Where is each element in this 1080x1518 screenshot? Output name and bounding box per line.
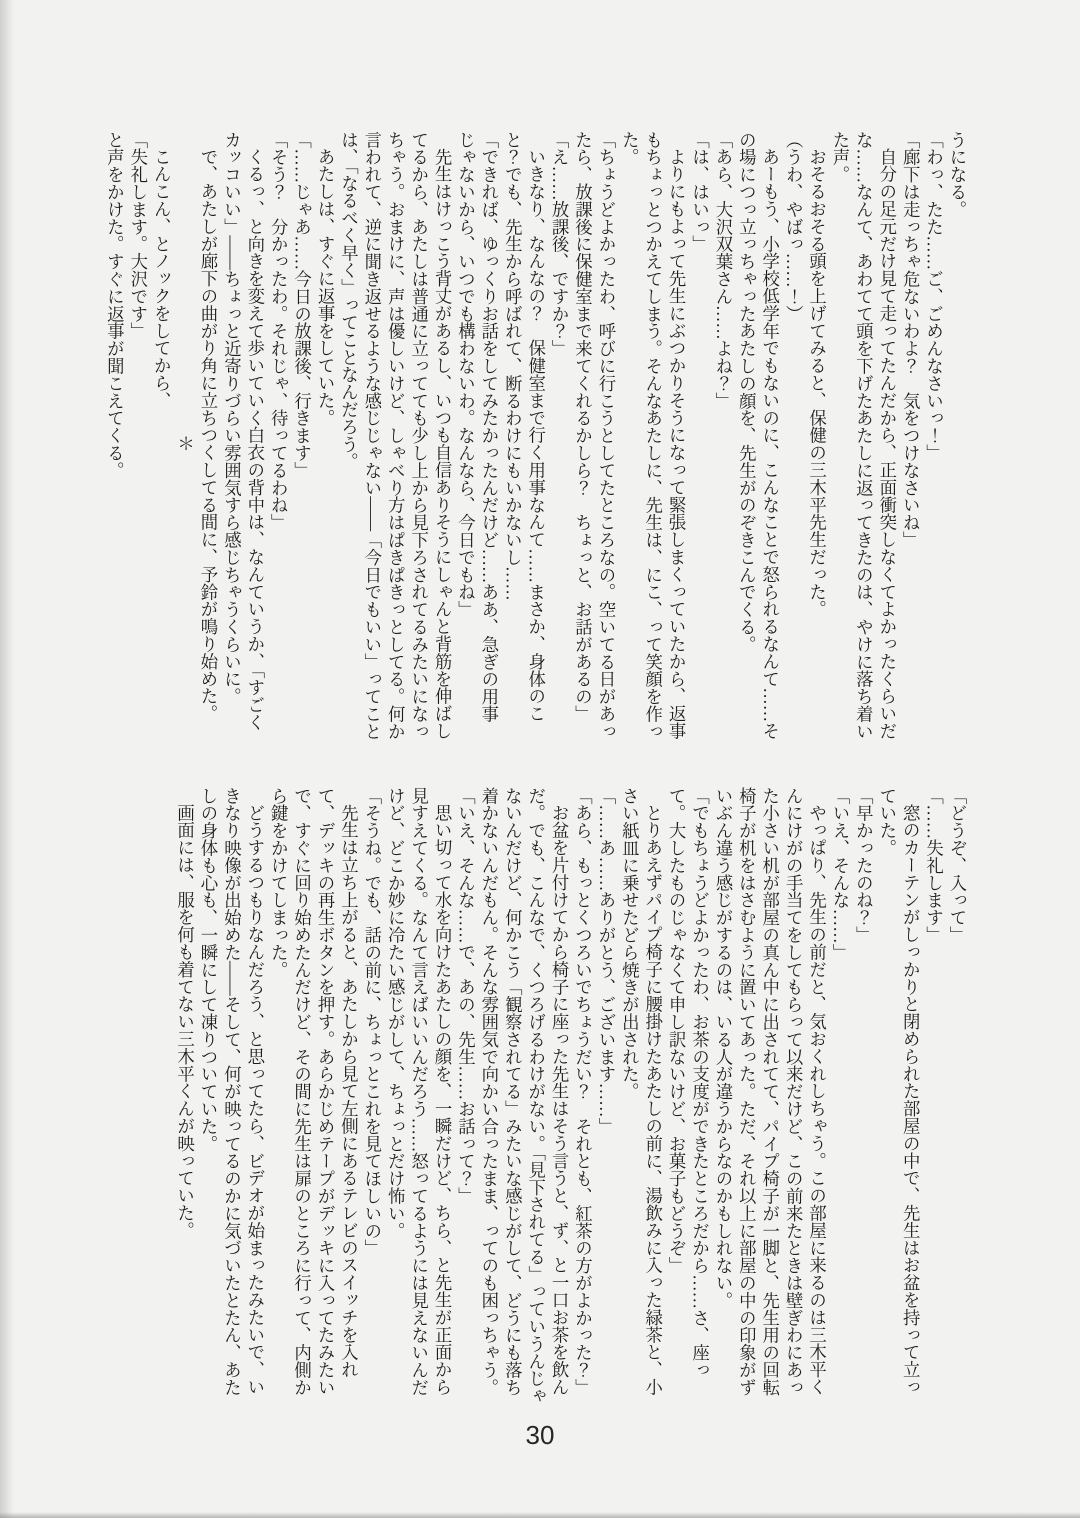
- paragraph: 先生はけっこう背丈があるし、いつも自信ありそうにしゃんと背筋を伸ばしてるから、あたしは普通に立ってても少し上から見下ろされてるみたいになっちゃう。おまけに、声は優しいけど、しゃべり方はぱきぱきっとしてる。何か言われて、逆に聞き返せるような感じじゃない——「今日でもいい」ってことは、「なるべく早く」ってことなんだろう。: [338, 131, 453, 740]
- paragraph: 「早かったのね？」: [853, 787, 874, 944]
- paragraph: うになる。: [947, 131, 967, 218]
- paragraph: 「……失礼します」: [923, 787, 944, 944]
- paragraph: 「わっ、たた……ご、ごめんなさいっ！」: [923, 131, 944, 462]
- paragraph: よりにもよって先生にぶつかりそうになって緊張しまくっていたから、返事もちょっとつかえてしまう。そんなあたしに、先生は、にこ、って笑顔を作った。: [619, 131, 687, 740]
- paragraph: 「失礼します。大沢です」: [127, 131, 148, 340]
- paragraph: どうするつもりなんだろう、と思ってたら、ビデオが始まったみたいで、いきなり映像が出始めた——そして、何が映ってるのかに気づいたとたん、あたしの身体も心も、一瞬にして凍りついていた。: [198, 787, 265, 1396]
- text-block-top: [102, 131, 968, 757]
- paragraph: とりあえずパイプ椅子に腰掛けたあたしの前に、湯飲みに入った緑茶と、小さい紙皿に乗せたどら焼きが出された。: [619, 787, 663, 1396]
- paragraph: 「そう？ 分かったわ。それじゃ、待ってるわね」: [268, 131, 289, 532]
- page-number: 30: [525, 1420, 555, 1450]
- paragraph: （うわ、やばっ……！）: [783, 131, 804, 323]
- paragraph: 「いえ、そんな……」: [829, 787, 850, 961]
- paragraph: 「いえ、そんな……で、あの、先生……お話って？」: [455, 787, 476, 1205]
- paragraph: いきなり、なんなの？ 保健室まで行く用事なんて……まさか、身体のこと？でも、先生から呼ばれて、断るわけにもいかないし……: [502, 131, 546, 723]
- paragraph: やっぱり、先生の前だと、気おくれしちゃう。この部屋に来るのは三木平くんにけがの手当てをしてもらって以来だけど、この前来たときは壁ぎわにあった小さい机が部屋の真ん中に出されてて、パイプ椅子が一脚と、先生用の回転椅子が机をはさむように置いてあった。ただ、それ以上に部屋の中の印象がずいぶん違う感じがするのは、いる人が違うからなのかもしれない。: [712, 787, 827, 1396]
- paragraph: 「え……放課後、ですか？」: [549, 131, 570, 358]
- paragraph: くるっ、と向きを変えて歩いていく白衣の背中は、なんていうか、「すごくカッコいい」——ちょっと近寄りづらい雰囲気すら感じちゃうくらいに。: [221, 131, 265, 732]
- paragraph: 「あら、もっとくつろいでちょうだい？ それとも、紅茶の方がよかった？」: [572, 787, 593, 1396]
- paragraph: 思い切って水を向けたあたしの顔を、一瞬だけど、ちら、と先生が正面から見すえてくる。なんて言えばいいんだろう……怒ってるようには見えないんだけど、どこか妙に冷たい感じがして、ちょっとだけ怖い。: [385, 787, 453, 1396]
- paragraph: 「廊下は走っちゃ危ないわよ？ 気をつけなさいね」: [900, 131, 921, 549]
- paragraph: こんこん、とノックをしてから、: [151, 148, 172, 410]
- paragraph: お盆を片付けてから椅子に座った先生はそう言うと、ず、と一口お茶を飲んだ。でも、こんなで、くつろげるわけがない。「見下されてる」っていうんじゃないんだけど、何かこう「観察されてる」みたいな感じがして、どうにも落ち着かないんだもん。そんな雰囲気で向かい合ったまま、ってのも困っちゃう。: [478, 787, 570, 1405]
- paragraph: 「ちょうどよかったわ、呼びに行こうとしてたところなの。空いてる日があったら、放課後に保健室まで来てくれるかしら？ ちょっと、お話があるの」: [572, 131, 616, 740]
- paragraph: 窓のカーテンがしっかりと閉められた部屋の中で、先生はお盆を持って立っていた。: [876, 787, 921, 1396]
- paragraph: 「あら、大沢双葉さん……よね？」: [712, 131, 733, 410]
- text-block-bottom: [172, 787, 968, 1413]
- paragraph: 「……あ……ありがとう、ございます……」: [595, 787, 616, 1135]
- paragraph: 「でもちょうどよかったわ、お茶の支度ができたところだから……さ、座って。大したものじゃなくて申し訳ないけど、お菓子もどうぞ」: [666, 787, 710, 1379]
- paragraph: 画面には、服を何も着てない三木平くんが映っていた。: [174, 804, 195, 1240]
- paragraph: 「は、はいっ」: [689, 131, 710, 253]
- paragraph: で、あたしが廊下の曲がり角に立ちつくしてる間に、予鈴が鳴り始めた。: [198, 148, 218, 723]
- paragraph: と声をかけた。すぐに返事が聞こえてくる。: [104, 131, 125, 479]
- paragraph: あーもう、小学校低学年でもないのに、こんなことで怒られるなんて……その場につっ立っちゃったあたしの顔を、先生がのぞきこんでくる。: [736, 131, 780, 740]
- paragraph: 先生は立ち上がると、あたしから見て左側にあるテレビのスイッチを入れて、デッキの再生ボタンを押す。あらかじめテープがデッキに入ってたみたいで、すぐに回り始めたんだけど、その間に先生は扉のところに行って、内側から鍵をかけてしまった。: [268, 787, 359, 1396]
- paragraph: 「どうぞ、入って」: [947, 787, 967, 944]
- paragraph: 自分の足元だけ見て走ってたんだから、正面衝突しなくてよかったくらいだな……なんて、あわてて頭を下げたあたしに返ってきたのは、やけに落ち着いた声。: [829, 131, 897, 740]
- paragraph: あたしは、すぐに返事をしていた。: [315, 148, 336, 427]
- section-separator: ＊: [174, 435, 195, 453]
- paragraph: 「そうね。でも、話の前に、ちょっとこれを見てほしいの」: [361, 787, 382, 1257]
- paragraph: おそるおそる頭を上げてみると、保健の三木平先生だった。: [806, 148, 827, 619]
- paragraph: 「できれば、ゆっくりお話をしてみたかったんだけど……ああ、急ぎの用事じゃないから、いつでも構わないわ。なんなら、今日でもね」: [455, 131, 499, 723]
- paragraph: 「……じゃあ……今日の放課後、行きます」: [291, 131, 312, 479]
